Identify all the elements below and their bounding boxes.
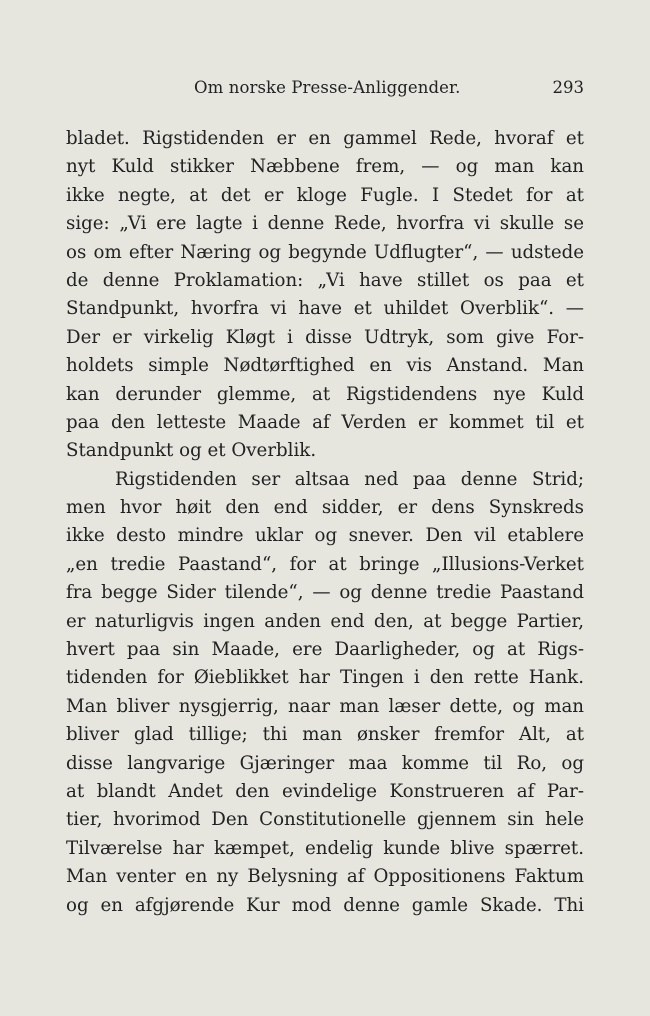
text-line: de denne Proklamation: „Vi have stillet os paa et bbox=[66, 269, 584, 291]
text-line: fra begge Sider tilende“, — og denne tredie Paastand bbox=[66, 582, 584, 604]
text-line: tier, hvorimod Den Constitutionelle gjennem sin hele bbox=[66, 809, 584, 831]
text-line: holdets simple Nødtørftighed en vis Anstand. Man bbox=[66, 355, 584, 377]
text-line: hvert paa sin Maade, ere Daarligheder, og at Rigs- bbox=[66, 639, 584, 661]
text-line: men hvor høit den end sidder, er dens Synskreds bbox=[66, 497, 584, 519]
text-line: ikke negte, at det er kloge Fugle. I Stedet for at bbox=[66, 184, 584, 206]
paragraph-start-line: Rigstidenden ser altsaa ned paa denne Strid; bbox=[115, 468, 584, 490]
text-line: os om efter Næring og begynde Udflugter“, — udstede bbox=[66, 241, 584, 263]
text-line: og en afgjørende Kur mod denne gamle Skade. Thi bbox=[66, 894, 584, 916]
text-line: kan derunder glemme, at Rigstidendens nye Kuld bbox=[66, 383, 584, 405]
text-line: paa den letteste Maade af Verden er kommet til et bbox=[66, 411, 584, 433]
text-line: bliver glad tillige; thi man ønsker fremfor Alt, at bbox=[66, 724, 584, 746]
text-line: Tilværelse har kæmpet, endelig kunde blive spærret. bbox=[66, 837, 584, 859]
running-title: Om norske Presse-Anliggender. bbox=[194, 78, 461, 97]
text-line: bladet. Rigstidenden er en gammel Rede, hvoraf et bbox=[66, 128, 584, 149]
text-line: nyt Kuld stikker Næbbene frem, — og man kan bbox=[66, 156, 584, 178]
text-line: disse langvarige Gjæringer maa komme til Ro, og bbox=[66, 752, 584, 774]
text-line: tidenden for Øieblikket har Tingen i den rette Hank. bbox=[66, 667, 584, 689]
text-line: Standpunkt, hvorfra vi have et uhildet Overblik“. — bbox=[66, 298, 584, 320]
paragraph-end-line: Standpunkt og et Overblik. bbox=[66, 440, 317, 462]
text-line: er naturligvis ingen anden end den, at begge Partier, bbox=[66, 610, 584, 632]
body-text bbox=[66, 125, 584, 920]
page-number: 293 bbox=[552, 78, 584, 97]
running-head bbox=[66, 78, 584, 100]
text-line: at blandt Andet den evindelige Konstrueren af Par- bbox=[66, 780, 584, 802]
text-line: ikke desto mindre uklar og snever. Den vil etablere bbox=[66, 525, 584, 547]
text-line: Der er virkelig Kløgt i disse Udtryk, som give For- bbox=[66, 326, 584, 348]
text-line: Man venter en ny Belysning af Oppositionens Faktum bbox=[66, 866, 584, 888]
text-line: „en tredie Paastand“, for at bringe „Illusions-Verket bbox=[66, 553, 584, 575]
text-line: sige: „Vi ere lagte i denne Rede, hvorfra vi skulle se bbox=[66, 213, 584, 235]
text-line: Man bliver nysgjerrig, naar man læser dette, og man bbox=[66, 695, 584, 717]
